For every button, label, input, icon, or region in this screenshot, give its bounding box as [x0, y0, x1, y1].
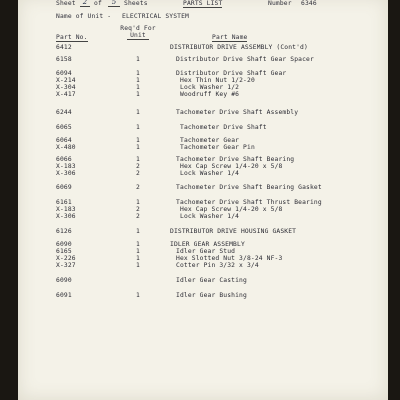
- quantity: 2: [136, 170, 140, 177]
- part-number: X-306: [56, 170, 76, 177]
- part-name: Idler Gear Stud: [176, 248, 236, 255]
- part-number: X-304: [56, 84, 76, 91]
- number-label: Number: [268, 0, 292, 7]
- part-number: 6069: [56, 184, 72, 191]
- part-number: 6244: [56, 109, 72, 116]
- unit-label: Name of Unit -: [56, 13, 112, 20]
- quantity: 1: [136, 228, 140, 235]
- quantity: 2: [136, 213, 140, 220]
- quantity: 1: [136, 262, 140, 269]
- part-number: 6165: [56, 248, 72, 255]
- part-number: X-214: [56, 77, 76, 84]
- col-reqd-unit: Unit: [127, 32, 149, 40]
- part-name: Lock Washer 1/4: [180, 170, 240, 177]
- part-name: DISTRIBUTOR DRIVE HOUSING GASKET: [170, 228, 297, 235]
- of-label: of: [94, 0, 102, 7]
- quantity: 2: [136, 163, 140, 170]
- part-number: X-327: [56, 262, 76, 269]
- part-name: Hex Thin Nut 1/2-20: [180, 77, 255, 84]
- part-name: Tachometer Drive Shaft Assembly: [176, 109, 299, 116]
- part-name: Lock Washer 1/2: [180, 84, 240, 91]
- part-number: 6090: [56, 241, 72, 248]
- part-name: Tachometer Gear: [180, 137, 240, 144]
- quantity: 1: [136, 137, 140, 144]
- part-number: 6161: [56, 199, 72, 206]
- part-number: 6094: [56, 70, 72, 77]
- document-page: [18, 0, 388, 400]
- quantity: 1: [136, 70, 140, 77]
- document-title: PARTS LIST: [183, 0, 223, 7]
- part-name: Distributor Drive Shaft Gear: [176, 70, 287, 77]
- part-name: Distributor Drive Shaft Gear Spacer: [176, 56, 314, 63]
- part-number: 6126: [56, 228, 72, 235]
- part-number: X-183: [56, 206, 76, 213]
- part-number: X-480: [56, 144, 76, 151]
- part-name: DISTRIBUTOR DRIVE ASSEMBLY (Cont'd): [170, 44, 308, 51]
- quantity: 2: [136, 184, 140, 191]
- quantity: 1: [136, 84, 140, 91]
- quantity: 1: [136, 255, 140, 262]
- part-name: Cotter Pin 3/32 x 3/4: [176, 262, 259, 269]
- part-name: Lock Washer 1/4: [180, 213, 240, 220]
- part-number: 6158: [56, 56, 72, 63]
- sheets-label: Sheets: [124, 0, 148, 7]
- part-number: 6066: [56, 156, 72, 163]
- part-number: 6091: [56, 292, 72, 299]
- part-number: 6090: [56, 277, 72, 284]
- sheet-label: Sheet: [56, 0, 76, 7]
- part-name: Idler Gear Bushing: [176, 292, 247, 299]
- part-name: Hex Cap Screw 1/4-20 x 5/8: [180, 206, 283, 213]
- quantity: 1: [136, 248, 140, 255]
- sheet-total: 5: [108, 0, 120, 7]
- part-number: X-417: [56, 91, 76, 98]
- col-reqd: Req'd For: [120, 25, 156, 32]
- quantity: 1: [136, 156, 140, 163]
- part-number: X-183: [56, 163, 76, 170]
- part-name: Tachometer Drive Shaft Thrust Bearing: [176, 199, 322, 206]
- col-part-no: Part No.: [56, 34, 88, 41]
- quantity: 1: [136, 91, 140, 98]
- part-name: Woodruff Key #6: [180, 91, 240, 98]
- quantity: 1: [136, 77, 140, 84]
- quantity: 1: [136, 56, 140, 63]
- quantity: 1: [136, 124, 140, 131]
- part-number: 6412: [56, 44, 72, 51]
- part-name: Tachometer Drive Shaft Bearing Gasket: [176, 184, 322, 191]
- part-number: X-306: [56, 213, 76, 220]
- part-number: 6065: [56, 124, 72, 131]
- quantity: 1: [136, 292, 140, 299]
- number-value: 6346: [301, 0, 317, 7]
- unit-value: ELECTRICAL SYSTEM: [122, 13, 189, 20]
- quantity: 1: [136, 199, 140, 206]
- part-name: Tachometer Drive Shaft: [180, 124, 267, 131]
- part-name: Tachometer Drive Shaft Bearing: [176, 156, 295, 163]
- sheet-number: 2: [80, 0, 90, 7]
- quantity: 1: [136, 241, 140, 248]
- part-name: Hex Cap Screw 1/4-20 x 5/8: [180, 163, 283, 170]
- quantity: 1: [136, 109, 140, 116]
- quantity: 1: [136, 144, 140, 151]
- quantity: 2: [136, 206, 140, 213]
- part-name: Hex Slotted Nut 3/8-24 NF-3: [176, 255, 283, 262]
- part-name: Idler Gear Casting: [176, 277, 247, 284]
- part-number: 6064: [56, 137, 72, 144]
- part-name: IDLER GEAR ASSEMBLY: [170, 241, 245, 248]
- part-number: X-226: [56, 255, 76, 262]
- part-name: Tachometer Gear Pin: [180, 144, 255, 151]
- col-part-name: Part Name: [212, 34, 248, 41]
